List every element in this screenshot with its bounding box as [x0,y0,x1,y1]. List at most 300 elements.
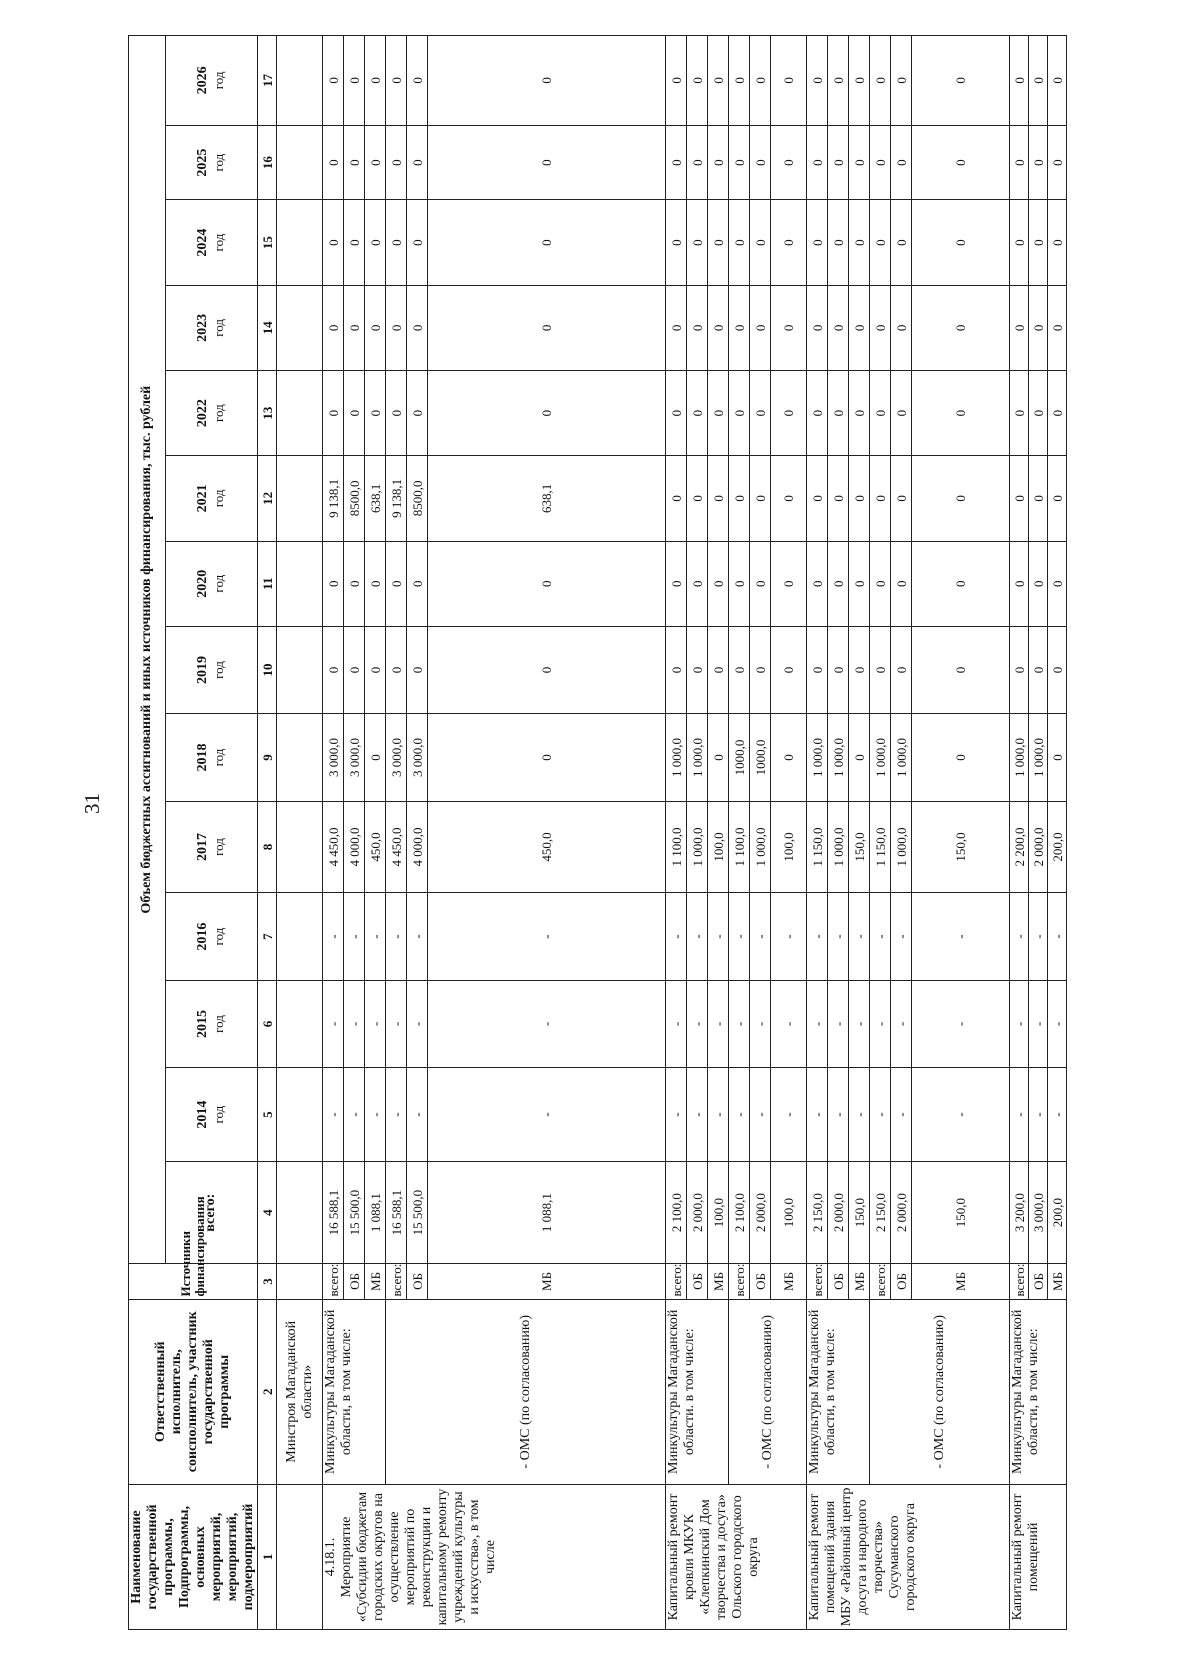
cell-value: 0 [828,626,849,713]
cell-value: 0 [1048,456,1067,541]
cell-value: - [849,1068,870,1162]
cell-source: ОБ [828,1264,849,1299]
cell-value: - [849,893,870,980]
cell-value: 1000,0 [750,714,771,801]
header-year-2020 [165,541,257,626]
year-label: 2020 [195,569,211,598]
cell-empty [277,626,323,713]
activity-name: Капитальный ремонт помещений [1010,1493,1041,1621]
cell-value: - [386,893,407,980]
year-unit: год [211,404,227,422]
column-number: 14 [258,285,277,370]
cell-value: 0 [666,370,687,455]
cell-source: МБ [708,1264,729,1299]
cell-value: 0 [807,541,828,626]
cell-value: 0 [912,200,1010,285]
cell-value: 9 138,1 [386,456,407,541]
cell-value: 0 [1029,36,1048,126]
cell-value: 4 000,0 [407,801,428,893]
year-unit: год [211,748,227,767]
cell-value: 0 [891,541,912,626]
cell-value: - [1029,980,1048,1067]
cell-activity-name [807,1485,1010,1630]
cell-value: - [386,1068,407,1162]
cell-value: 0 [1048,541,1067,626]
header-year-2019 [165,626,257,713]
cell-value: 0 [828,36,849,126]
cell-value: 1 088,1 [365,1162,386,1264]
cell-value: 1 000,0 [828,714,849,801]
cell-value: - [386,980,407,1067]
cell-value: 0 [428,200,666,285]
cell-value: 0 [750,36,771,126]
cell-value: 0 [750,541,771,626]
cell-value: 0 [912,714,1010,801]
cell-value: 0 [1010,200,1029,285]
cell-value: - [807,1068,828,1162]
table-row [729,36,750,1630]
cell-value: 0 [386,370,407,455]
cell-value: - [1010,893,1029,980]
cell-value: 0 [1029,626,1048,713]
cell-value: - [912,893,1010,980]
cell-value: 0 [687,125,708,200]
cell-value: 0 [365,714,386,801]
cell-value: - [323,893,344,980]
cell-value: 0 [708,370,729,455]
header-year-2026 [165,36,257,126]
cell-value: 0 [1010,626,1029,713]
cell-value: - [750,1068,771,1162]
cell-value: 0 [708,36,729,126]
cell-value: 0 [849,285,870,370]
cell-empty [277,801,323,893]
header-year-2021 [165,456,257,541]
cell-empty [277,456,323,541]
cell-value: 0 [386,36,407,126]
cell-value: 0 [750,125,771,200]
column-number: 9 [258,714,277,801]
cell-value: 0 [891,36,912,126]
cell-value: 0 [386,626,407,713]
cell-value: 0 [1048,626,1067,713]
cell-value: 638,1 [365,456,386,541]
cell-source: ОБ [1029,1264,1048,1299]
cell-value: 0 [666,456,687,541]
cell-empty [277,285,323,370]
cell-responsible: Минкультуры Магаданской области, в том числе: [323,1299,386,1485]
cell-value: - [428,980,666,1067]
column-number: 7 [258,893,277,980]
cell-value: 200,0 [1048,1162,1067,1264]
cell-value: 0 [666,541,687,626]
table-row [870,36,891,1630]
year-label: 2023 [195,313,211,342]
cell-value: - [323,980,344,1067]
header-total: всего: [165,1162,257,1264]
cell-value: 0 [891,370,912,455]
table-row [323,36,344,1630]
cell-value: 1 100,0 [729,801,750,893]
column-number: 10 [258,626,277,713]
year-label: 2021 [195,484,211,513]
header-funding-group: Объем бюджетных ассигнований и иных источников финансирования, тыс. рублей [129,36,166,1264]
cell-value: - [807,980,828,1067]
cell-source: МБ [771,1264,807,1299]
cell-value: - [750,980,771,1067]
cell-value: - [828,1068,849,1162]
activity-name: Мероприятие «Субсидии бюджетам городских округов на осуществление мероприятий по реконструкции и капитальному ремонту учреждений культуры и искусства», в том числе [339,1488,498,1626]
cell-value: 0 [687,541,708,626]
cell-value: 0 [407,285,428,370]
cell-value: 0 [365,541,386,626]
cell-value: - [828,893,849,980]
cell-value: 0 [428,370,666,455]
column-number: 12 [258,456,277,541]
column-number: 6 [258,980,277,1067]
year-unit: год [211,838,227,856]
cell-empty [277,1068,323,1162]
cell-value: 0 [912,285,1010,370]
cell-value: 0 [687,36,708,126]
cell-source: МБ [912,1264,1010,1299]
cell-value: 0 [1048,36,1067,126]
cell-value: - [1010,980,1029,1067]
cell-value: 0 [891,125,912,200]
cell-value: 9 138,1 [323,456,344,541]
cell-value: 2 200,0 [1010,801,1029,893]
activity-name: Капитальный ремонт помещений здания МБУ «Районный центр досуга и народного творчества» Сусуманского городского округа [807,1487,918,1627]
cell-value: 0 [365,36,386,126]
cell-value: 2 100,0 [729,1162,750,1264]
cell-value: 150,0 [849,801,870,893]
cell-value: 0 [344,36,365,126]
cell-value: 0 [666,285,687,370]
cell-value: 0 [708,626,729,713]
cell-value: - [687,893,708,980]
cell-value: 0 [1010,125,1029,200]
cell-value: 0 [870,370,891,455]
cell-value: - [771,1068,807,1162]
cell-empty [277,36,323,126]
cell-value: - [708,1068,729,1162]
year-label: 2025 [195,148,211,177]
column-number: 11 [258,541,277,626]
cell-value: 0 [807,36,828,126]
cell-value: 0 [407,200,428,285]
cell-value: 0 [771,714,807,801]
cell-value: 0 [708,714,729,801]
cell-value: 0 [807,125,828,200]
cell-value: 0 [849,125,870,200]
cell-value: 0 [365,200,386,285]
year-label: 2019 [195,656,211,685]
cell-value: 0 [750,626,771,713]
cell-value: 1 000,0 [1010,714,1029,801]
cell-value: - [407,893,428,980]
budget-table [128,35,1067,1630]
cell-value: 150,0 [912,801,1010,893]
cell-value: 2 000,0 [750,1162,771,1264]
cell-value: 4 450,0 [323,801,344,893]
cell-value: 2 000,0 [828,1162,849,1264]
cell-value: 0 [1029,456,1048,541]
header-name-col: Наименование государственной программы, Подпрограммы, основных мероприятий, мероприятий, подмероприятий [129,1485,258,1630]
year-unit: год [211,927,227,946]
header-year-2024 [165,200,257,285]
cell-value: - [344,893,365,980]
cell-value: 0 [807,285,828,370]
cell-value: 0 [729,626,750,713]
cell-value: 0 [407,370,428,455]
year-unit: год [211,574,227,593]
column-number: 8 [258,801,277,893]
cell-value: 0 [891,456,912,541]
cell-value: 0 [912,456,1010,541]
year-label: 2016 [195,922,211,951]
column-number: 5 [258,1068,277,1162]
cell-activity-name [1010,1485,1067,1630]
cell-value: 15 500,0 [407,1162,428,1264]
header-source-col: Источники финансирования [129,1264,258,1299]
cell-value: - [344,980,365,1067]
cell-value: 3 000,0 [386,714,407,801]
cell-value: 0 [729,370,750,455]
cell-value: 0 [870,626,891,713]
cell-source: ОБ [891,1264,912,1299]
header-year-2025 [165,125,257,200]
cell-value: - [708,893,729,980]
cell-responsible: Минкультуры Магаданской области. в том числе: [666,1299,729,1485]
cell-source: всего: [870,1264,891,1299]
cell-value: - [666,980,687,1067]
cell-empty [277,1485,323,1630]
header-year-2016 [165,893,257,980]
cell-responsible: Минкультуры Магаданской области, в том числе: [1010,1299,1067,1485]
cell-value: 0 [1029,200,1048,285]
cell-value: 3 000,0 [344,714,365,801]
cell-value: 3 000,0 [323,714,344,801]
cell-value: 0 [828,285,849,370]
year-label: 2018 [195,743,211,772]
cell-value: 0 [849,36,870,126]
header-year-2023 [165,285,257,370]
cell-value: - [365,980,386,1067]
cell-value: - [666,1068,687,1162]
cell-value: - [729,980,750,1067]
cell-value: 16 588,1 [323,1162,344,1264]
cell-value: - [344,1068,365,1162]
budget-table-sheet [128,35,1196,1630]
cell-empty [277,980,323,1067]
cell-value: 0 [771,541,807,626]
header-year-2017 [165,801,257,893]
header-year-2018 [165,714,257,801]
cell-source: МБ [365,1264,386,1299]
year-label: 2014 [195,1100,211,1129]
column-numbers-row [258,36,277,1630]
cell-value: 0 [708,285,729,370]
cell-value: 2 000,0 [1029,801,1048,893]
cell-value: 0 [828,125,849,200]
year-unit: год [211,1015,227,1033]
year-unit: год [211,318,227,337]
cell-value: 1 000,0 [750,801,771,893]
cell-value: - [729,1068,750,1162]
cell-value: 1 088,1 [428,1162,666,1264]
cell-value: 200,0 [1048,801,1067,893]
cell-value: 0 [729,125,750,200]
cell-value: 150,0 [849,1162,870,1264]
cell-responsible: - ОМС (по согласованию) [870,1299,1010,1485]
cell-value: - [807,893,828,980]
cell-value: 3 000,0 [407,714,428,801]
cell-empty [277,1264,323,1299]
cell-value: 2 150,0 [807,1162,828,1264]
cell-value: 0 [849,626,870,713]
cell-value: 0 [323,125,344,200]
cell-source: всего: [323,1264,344,1299]
cell-value: 0 [428,626,666,713]
cell-value: 0 [828,541,849,626]
cell-value: 0 [912,541,1010,626]
cell-value: 0 [666,200,687,285]
cell-value: 0 [870,36,891,126]
cell-value: - [1048,980,1067,1067]
cell-source: всего: [386,1264,407,1299]
cell-value: 0 [687,285,708,370]
cell-value: 0 [365,125,386,200]
cell-value: 0 [771,285,807,370]
year-unit: год [211,153,227,172]
cell-value: 0 [828,370,849,455]
cell-value: 1 000,0 [1029,714,1048,801]
cell-value: 1 000,0 [828,801,849,893]
cell-value: 0 [849,200,870,285]
cell-value: 0 [428,125,666,200]
cell-value: 0 [750,285,771,370]
cell-value: 0 [323,541,344,626]
table-body [277,36,1067,1630]
cell-value: 0 [666,36,687,126]
cell-value: 0 [687,456,708,541]
table-row [666,36,687,1630]
table-row [807,36,828,1630]
cell-value: 0 [428,714,666,801]
cell-value: 16 588,1 [386,1162,407,1264]
cell-source: МБ [849,1264,870,1299]
cell-value: 1 000,0 [687,714,708,801]
cell-value: - [428,1068,666,1162]
cell-value: 0 [807,200,828,285]
cell-value: 0 [1029,285,1048,370]
cell-responsible: Минстроя Магаданской области» [277,1299,323,1485]
cell-value: 0 [344,626,365,713]
table-row [277,36,323,1630]
cell-value: 0 [912,36,1010,126]
cell-value: 1 000,0 [891,801,912,893]
cell-source: всего: [807,1264,828,1299]
cell-value: 0 [323,200,344,285]
cell-value: 0 [849,370,870,455]
cell-value: - [407,980,428,1067]
cell-value: 0 [1010,541,1029,626]
cell-source: МБ [1048,1264,1067,1299]
cell-value: 0 [771,36,807,126]
cell-value: 0 [771,370,807,455]
year-unit: год [211,489,227,508]
cell-value: - [771,980,807,1067]
cell-value: - [771,893,807,980]
cell-activity-name [666,1485,807,1630]
cell-value: 0 [828,200,849,285]
cell-value: 0 [365,285,386,370]
cell-value: 0 [666,125,687,200]
cell-value: - [870,1068,891,1162]
cell-value: - [708,980,729,1067]
year-unit: год [211,233,227,252]
cell-value: 2 150,0 [870,1162,891,1264]
cell-value: 0 [771,125,807,200]
cell-value: 0 [344,285,365,370]
cell-empty [277,200,323,285]
header-responsible-col: Ответственный исполнитель, соисполнитель, участник государственной программы [129,1299,258,1485]
cell-value: 0 [771,456,807,541]
column-number: 4 [258,1162,277,1264]
cell-value: 15 500,0 [344,1162,365,1264]
cell-value: - [365,893,386,980]
cell-value: 0 [428,285,666,370]
cell-value: 1 100,0 [666,801,687,893]
cell-source: МБ [428,1264,666,1299]
cell-value: 0 [323,285,344,370]
cell-value: 0 [828,456,849,541]
cell-source: ОБ [687,1264,708,1299]
cell-value: 0 [323,626,344,713]
cell-value: 0 [344,200,365,285]
cell-empty [277,1162,323,1264]
cell-value: - [1029,893,1048,980]
cell-value: 0 [891,200,912,285]
cell-activity-name [323,1485,666,1630]
cell-value: 0 [687,370,708,455]
cell-value: 0 [708,456,729,541]
year-label: 2022 [195,399,211,428]
column-number: 15 [258,200,277,285]
cell-value: 0 [407,541,428,626]
cell-value: - [912,980,1010,1067]
cell-responsible: - ОМС (по согласованию) [386,1299,666,1485]
cell-value: 0 [870,541,891,626]
cell-value: 0 [912,125,1010,200]
cell-value: - [428,893,666,980]
cell-value: 1 000,0 [891,714,912,801]
cell-value: 0 [771,626,807,713]
cell-source: всего: [729,1264,750,1299]
cell-value: 0 [870,125,891,200]
cell-value: - [912,1068,1010,1162]
cell-value: 0 [729,36,750,126]
cell-value: 0 [344,541,365,626]
cell-value: 0 [1048,714,1067,801]
cell-value: 0 [344,370,365,455]
cell-value: 0 [891,626,912,713]
cell-value: 0 [1029,370,1048,455]
cell-value: 0 [428,36,666,126]
cell-value: 0 [912,370,1010,455]
cell-value: 100,0 [708,801,729,893]
column-number: 16 [258,125,277,200]
